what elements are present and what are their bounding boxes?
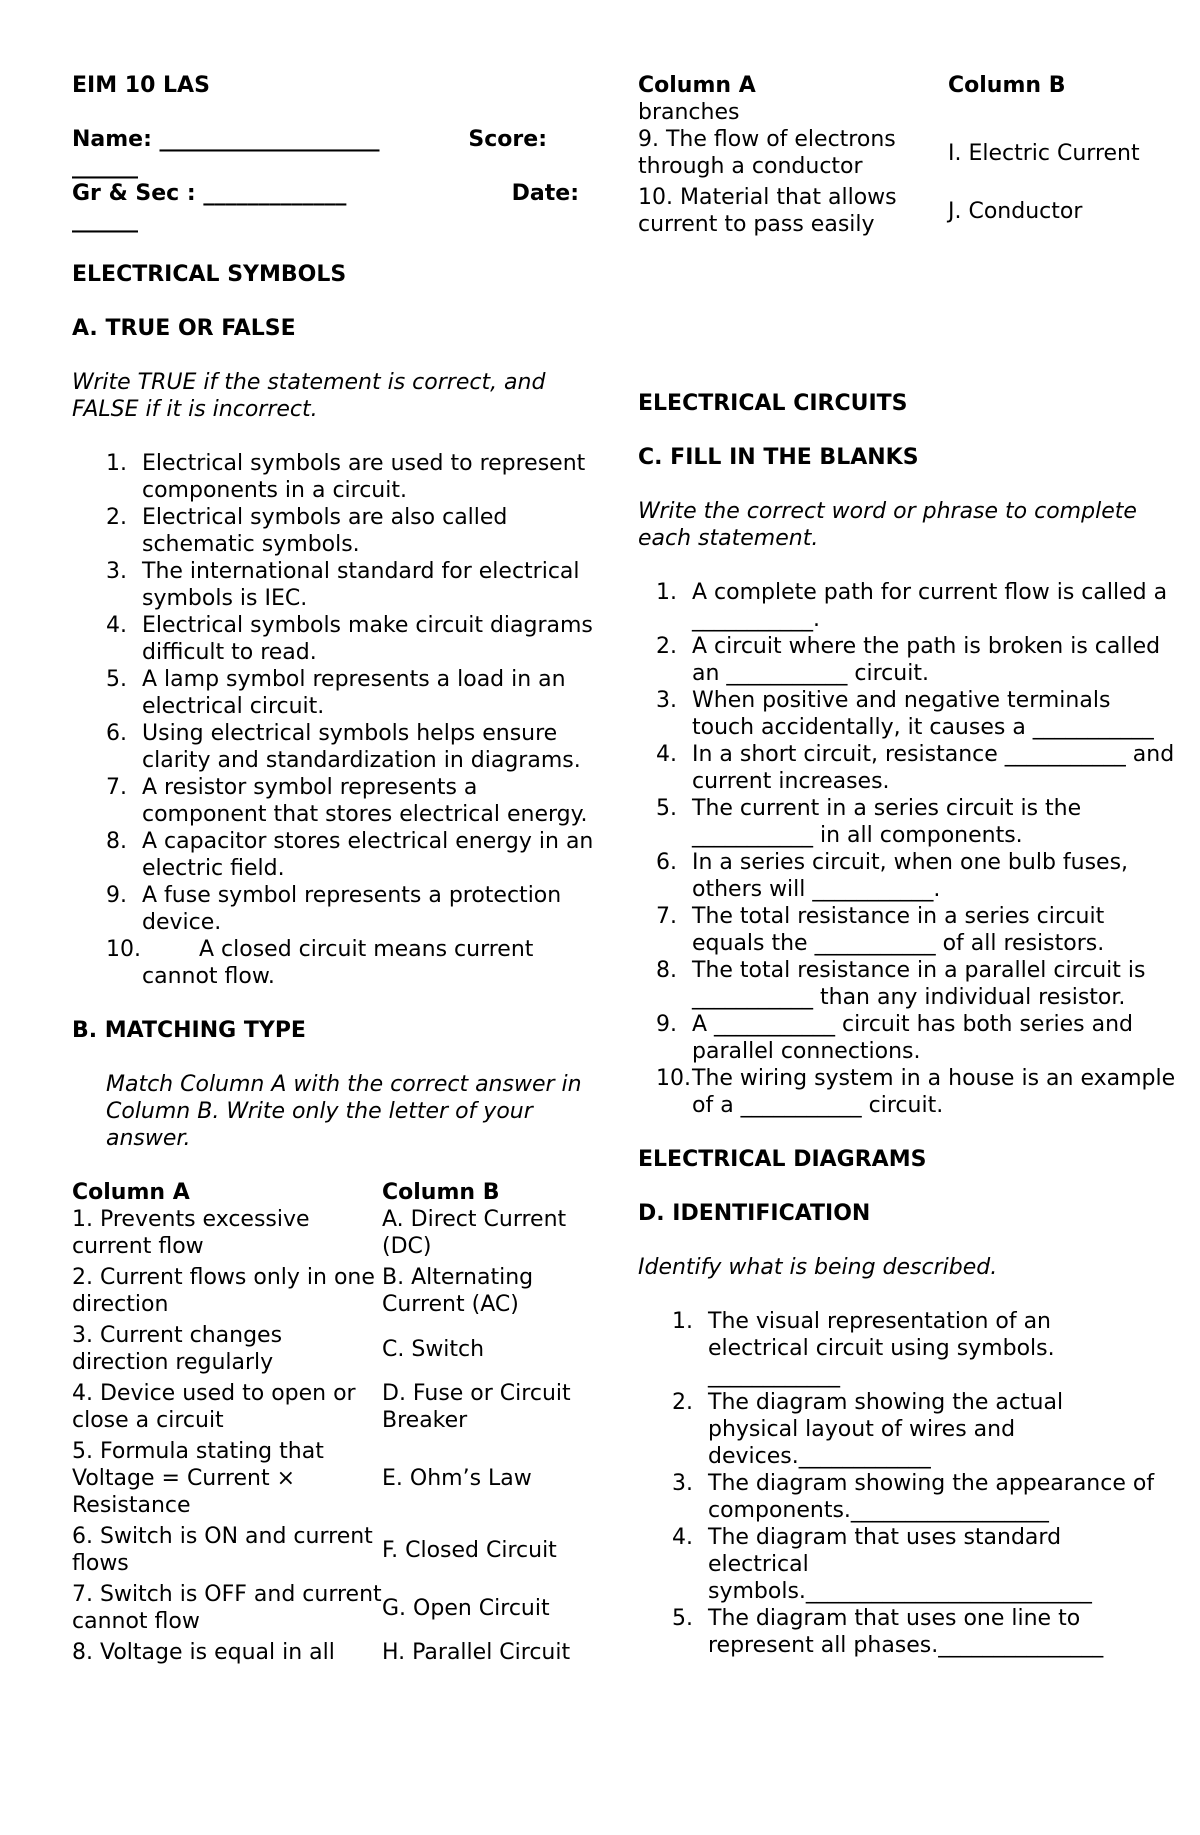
right-column (638, 72, 1178, 1659)
left-column (72, 72, 602, 1670)
list-item: 8. The total resistance in a parallel circuit is ___________ than any individual resistor. (656, 958, 1146, 1010)
list-item: 3. The diagram showing the appearance of components.__________________ (672, 1471, 1155, 1523)
list-item: 3. The international standard for electrical symbols is IEC. (106, 559, 580, 611)
list-item: 5. The diagram that uses one line to represent all phases._______________ (672, 1606, 1104, 1658)
section-c-title: C. FILL IN THE BLANKS (638, 445, 919, 470)
section-d-title: D. IDENTIFICATION (638, 1201, 871, 1226)
list-item: 1. The visual representation of an electrical circuit using symbols. ____________ (672, 1309, 1055, 1388)
column-a-header: Column A (72, 1180, 190, 1205)
table-row: 5. Formula stating that Voltage = Current × Resistance E. Ohm’s Law (72, 1439, 532, 1518)
list-item: 5. The current in a series circuit is the ___________ in all components. (656, 796, 1082, 848)
list-item: 10. A closed circuit means current cannot flow. (106, 937, 534, 989)
table-row: 6. Switch is ON and current flows F. Closed Circuit (72, 1524, 557, 1576)
matching-continued-text: branches (638, 100, 740, 125)
column-b-header: Column B (382, 1180, 500, 1205)
section-c-instruction: Write the correct word or phrase to complete each statement. (638, 499, 1137, 551)
topic-circuits: ELECTRICAL CIRCUITS (638, 391, 908, 416)
list-item: 2. Electrical symbols are also called schematic symbols. (106, 505, 508, 557)
section-b-title: B. MATCHING TYPE (72, 1018, 306, 1043)
list-item: 4. Electrical symbols make circuit diagrams difficult to read. (106, 613, 593, 665)
section-b-instruction: Match Column A with the correct answer in Column B. Write only the letter of your answer. (106, 1072, 582, 1151)
list-item: 7. A resistor symbol represents a component that stores electrical energy. (106, 775, 588, 827)
list-item: 9. A fuse symbol represents a protection device. (106, 883, 562, 935)
score-label: Score: (468, 127, 547, 152)
list-item: 2. The diagram showing the actual physical layout of wires and devices.____________ (672, 1390, 1064, 1469)
table-row: 9. The flow of electrons through a conductor I. Electric Current (638, 127, 1140, 179)
table-row: 1. Prevents excessive current flow A. Direct Current (DC) (72, 1207, 567, 1259)
list-item: 6. Using electrical symbols helps ensure clarity and standardization in diagrams. (106, 721, 581, 773)
list-item: 10. The wiring system in a house is an example of a ___________ circuit. (656, 1066, 1176, 1118)
table-row: 8. Voltage is equal in all H. Parallel Circuit (72, 1640, 571, 1665)
name-row (72, 126, 602, 153)
list-item: 2. A circuit where the path is broken is called an ___________ circuit. (656, 634, 1161, 686)
section-a-title: A. TRUE OR FALSE (72, 316, 296, 341)
list-item: 4. The diagram that uses standard electrical symbols.__________________________ (672, 1525, 1092, 1604)
table-row: 4. Device used to open or close a circuit D. Fuse or Circuit Breaker (72, 1381, 571, 1433)
list-item: 6. In a series circuit, when one bulb fuses, others will ___________. (656, 850, 1129, 902)
matching-header-continued (638, 72, 1178, 99)
list-item: 1. A complete path for current flow is called a ___________. (656, 580, 1168, 632)
date-blank[interactable]: ______ (72, 208, 138, 233)
list-item: 7. The total resistance in a series circuit equals the ___________ of all resistors. (656, 904, 1105, 956)
doc-title: EIM 10 LAS (72, 73, 210, 98)
name-field[interactable]: Name: ____________________ (72, 127, 380, 152)
list-item: 8. A capacitor stores electrical energy in an electric field. (106, 829, 594, 881)
table-row: 2. Current flows only in one direction B. Alternating Current (AC) (72, 1265, 534, 1317)
column-b-header: Column B (948, 73, 1066, 98)
table-row: 10. Material that allows current to pass easily J. Conductor (638, 185, 1083, 237)
list-item: 5. A lamp symbol represents a load in an electrical circuit. (106, 667, 566, 719)
true-false-list (72, 450, 602, 990)
score-blank[interactable]: ______ (72, 154, 138, 179)
grsec-field[interactable]: Gr & Sec : _____________ (72, 181, 347, 206)
column-a-header: Column A (638, 73, 756, 98)
list-item: 1. Electrical symbols are used to represent components in a circuit. (106, 451, 586, 503)
table-row: 7. Switch is OFF and current cannot flow G. Open Circuit (72, 1582, 550, 1634)
identification-list (638, 1308, 1178, 1659)
list-item: 4. In a short circuit, resistance ___________ and current increases. (656, 742, 1175, 794)
list-item: 9. A ___________ circuit has both series and parallel connections. (656, 1012, 1133, 1064)
matching-header (72, 1179, 602, 1206)
date-label: Date: (511, 181, 579, 206)
matching-table (72, 1206, 602, 1666)
topic-diagrams: ELECTRICAL DIAGRAMS (638, 1147, 927, 1172)
topic-symbols: ELECTRICAL SYMBOLS (72, 262, 347, 287)
section-a-instruction: Write TRUE if the statement is correct, and FALSE if it is incorrect. (72, 370, 546, 422)
table-row: 3. Current changes direction regularly C. Switch (72, 1323, 485, 1375)
fill-blanks-list (638, 579, 1178, 1119)
list-item: 3. When positive and negative terminals touch accidentally, it causes a ___________ (656, 688, 1154, 740)
section-d-instruction: Identify what is being described. (638, 1255, 998, 1280)
grsec-row (72, 180, 602, 207)
